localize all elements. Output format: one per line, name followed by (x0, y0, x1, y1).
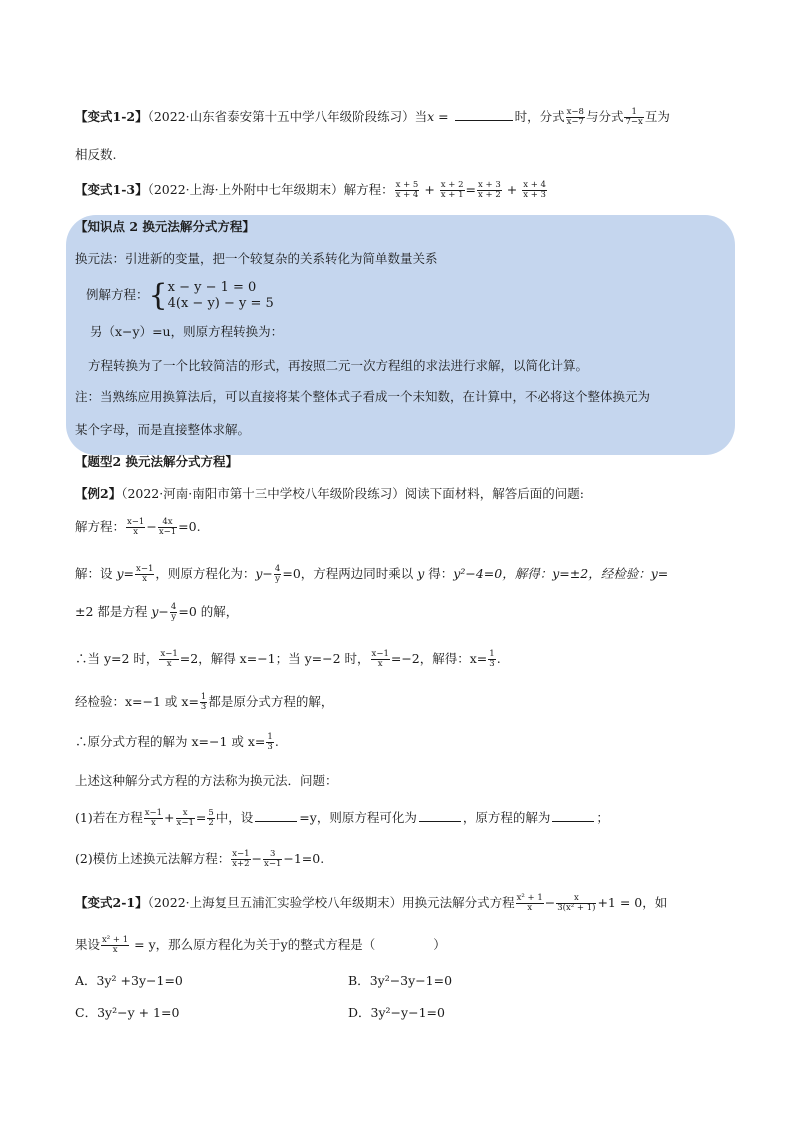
fraction: $\frac{1}{3}$ (267, 732, 273, 752)
question-1: (1)若在方程 $\frac{x-1}{x}$ + $\frac{x}{x-1}$ = $\frac{5}{2}$ 中，设 =y，则原方程可化为 ，原方程的解为 ； (75, 808, 609, 828)
variant-1-3 (75, 181, 548, 200)
variant-1-3-tag: 【变式1-3】 (75, 182, 148, 197)
variant-2-1-line1: 【变式2-1】（2022·上海复旦五浦汇实验学校八年级期末）用换元法解分式方程 $\frac{\text{x² + 1}}{x}$ − $\frac{x}{\text{3(x² + 1)}}$ +1 = 0，如 (75, 893, 668, 913)
option-c[interactable]: C．3y²−y + 1=0 (75, 1005, 180, 1020)
knowledge-title: 【知识点 2 换元法解分式方程】 (75, 219, 255, 234)
example-2-tag: 【例2】 (75, 486, 122, 501)
fraction: $\frac{5}{2}$ (208, 808, 214, 828)
variant-2-1-source: （2022·上海复旦五浦汇实验学校八年级期末）用换元法解分式方程 (147, 895, 515, 910)
question-2: (2)模仿上述换元法解方程： $\frac{x-1}{x+2}$ − $\frac{3}{x-1}$ −1=0. (75, 849, 325, 869)
text: 互为 (644, 109, 670, 124)
answer-blank-substitution[interactable] (255, 809, 297, 822)
fraction: $\frac{x-1}{x}$ (136, 564, 154, 584)
fraction: $\frac{3}{x-1}$ (264, 849, 282, 869)
fraction: $\frac{1}{3}$ (489, 649, 495, 669)
answer-blank-solution[interactable] (552, 809, 594, 822)
knowledge-definition: 换元法：引进新的变量，把一个较复杂的关系转化为简单数量关系 (75, 251, 438, 266)
knowledge-note-line2: 某个字母，而是直接整体求解。 (75, 422, 251, 437)
variant-2-1-tag: 【变式2-1】 (75, 895, 148, 910)
fraction: $\frac{\text{x² + 1}}{x}$ (516, 893, 543, 913)
op: + (506, 182, 518, 197)
fraction-b: $\frac{1}{7-x}$ (625, 107, 643, 127)
fraction: $\frac{\text{x² + 1}}{x}$ (102, 935, 129, 955)
knowledge-note-line1: 注：当熟练应用换算法后，可以直接将某个整体式子看成一个未知数，在计算中，不必将这个整体换元为 (75, 389, 651, 404)
equation-1: x − y − 1 = 0 (167, 279, 257, 295)
knowledge-substitution: 另（x−y）=u，则原方程转换为： (90, 324, 284, 339)
example-2-conclusion: ∴原分式方程的解为 x=−1 或 x= $\frac{1}{3}$ . (75, 732, 279, 752)
fraction: $\frac{1}{3}$ (200, 692, 207, 712)
example-2-solution-3: ∴当 y=2 时， $\frac{x-1}{x}$ =2，解得 x=−1；当 y=−2 时， $\frac{x-1}{x}$ =−2，解得：x= $\frac{1}{3}$ . (75, 649, 501, 669)
variant-2-1-line2: 果设 $\frac{\text{x² + 1}}{x}$ = y，那么原方程化为关于y的整式方程是（ ） (75, 935, 446, 955)
option-a[interactable]: A．3y² +3y−1=0 (75, 973, 183, 988)
equation-system (168, 280, 274, 312)
type-2-title: 【题型2 换元法解分式方程】 (75, 454, 239, 469)
option-d[interactable]: D．3y²−y−1=0 (348, 1005, 445, 1020)
system-brace: { (148, 277, 168, 313)
text: =0. (178, 519, 201, 534)
text: 时，分式 (514, 109, 565, 124)
fraction: $\frac{4}{y}$ (274, 564, 281, 584)
answer-blank-equation[interactable] (419, 809, 461, 822)
fraction-a: $\frac{x-8}{x-7}$ (566, 107, 584, 127)
op: = (465, 182, 477, 197)
example-2-solution-1: 解：设 y= $\frac{x-1}{x}$ ，则原方程化为：y− $\frac{4}{y}$ =0，方程两边同时乘以 y 得：y²−4=0，解得：y=±2，经检验：y= (75, 564, 669, 584)
variant-1-2-line2: 相反数. (75, 147, 117, 162)
op: + (424, 182, 435, 197)
fraction: $\frac{x-1}{x}$ (160, 649, 178, 669)
fraction: $\frac{4x}{x-1}$ (158, 517, 177, 537)
knowledge-convert: 方程转换为了一个比较简洁的形式，再按照二元一次方程组的求法进行求解，以简化计算。 (88, 358, 589, 373)
fraction: $\frac{x-1}{x}$ (371, 649, 389, 669)
text: 解方程： (75, 519, 126, 534)
option-b[interactable]: B．3y²−3y−1=0 (348, 973, 453, 988)
fraction: $\frac{x}{x-1}$ (176, 808, 194, 828)
var-x: x (427, 109, 435, 124)
fraction: $\frac{x-1}{x}$ (144, 808, 163, 828)
variant-1-2-tag: 【变式1-2】 (75, 109, 148, 124)
example-2-check: 经检验：x=−1 或 x= $\frac{1}{3}$ 都是原分式方程的解， (75, 692, 334, 712)
fraction: $\frac{x-1}{x+2}$ (232, 849, 250, 869)
answer-blank[interactable] (455, 108, 513, 121)
fraction: $\frac{4}{y}$ (170, 602, 177, 622)
knowledge-example (86, 277, 274, 313)
variant-1-3-source: （2022·上海·上外附中七年级期末）解方程： (147, 182, 394, 197)
variant-1-2-line1 (75, 108, 670, 127)
variant-1-2-source: （2022·山东省泰安第十五中学八年级阶段练习）当 (147, 109, 428, 124)
example-2-source: （2022·河南·南阳市第十三中学校八年级阶段练习）阅读下面材料，解答后面的问题: (121, 486, 584, 501)
fraction: $\frac{x-1}{x}$ (127, 517, 145, 537)
fraction: $\frac{x}{\text{3(x² + 1)}}$ (557, 893, 596, 913)
example-2-method-note: 上述这种解分式方程的方法称为换元法．问题： (75, 773, 338, 788)
text: 与分式 (585, 109, 624, 124)
op: − (146, 519, 157, 534)
example-2-solution-2: ±2 都是方程 y− $\frac{4}{y}$ =0 的解， (75, 602, 239, 622)
fraction: $\frac{x + 4}{x + 3}$ (523, 180, 546, 200)
example-2-equation (75, 518, 201, 537)
fraction: $\frac{x + 5}{x + 4}$ (395, 180, 419, 200)
fraction: $\frac{x + 3}{x + 2}$ (478, 180, 501, 200)
equals: = (434, 109, 453, 124)
example-label: 例解方程： (86, 287, 149, 302)
fraction: $\frac{x + 2}{x + 1}$ (440, 180, 464, 200)
equation-2: 4(x − y) − y = 5 (167, 295, 274, 311)
example-2-header (75, 485, 584, 503)
